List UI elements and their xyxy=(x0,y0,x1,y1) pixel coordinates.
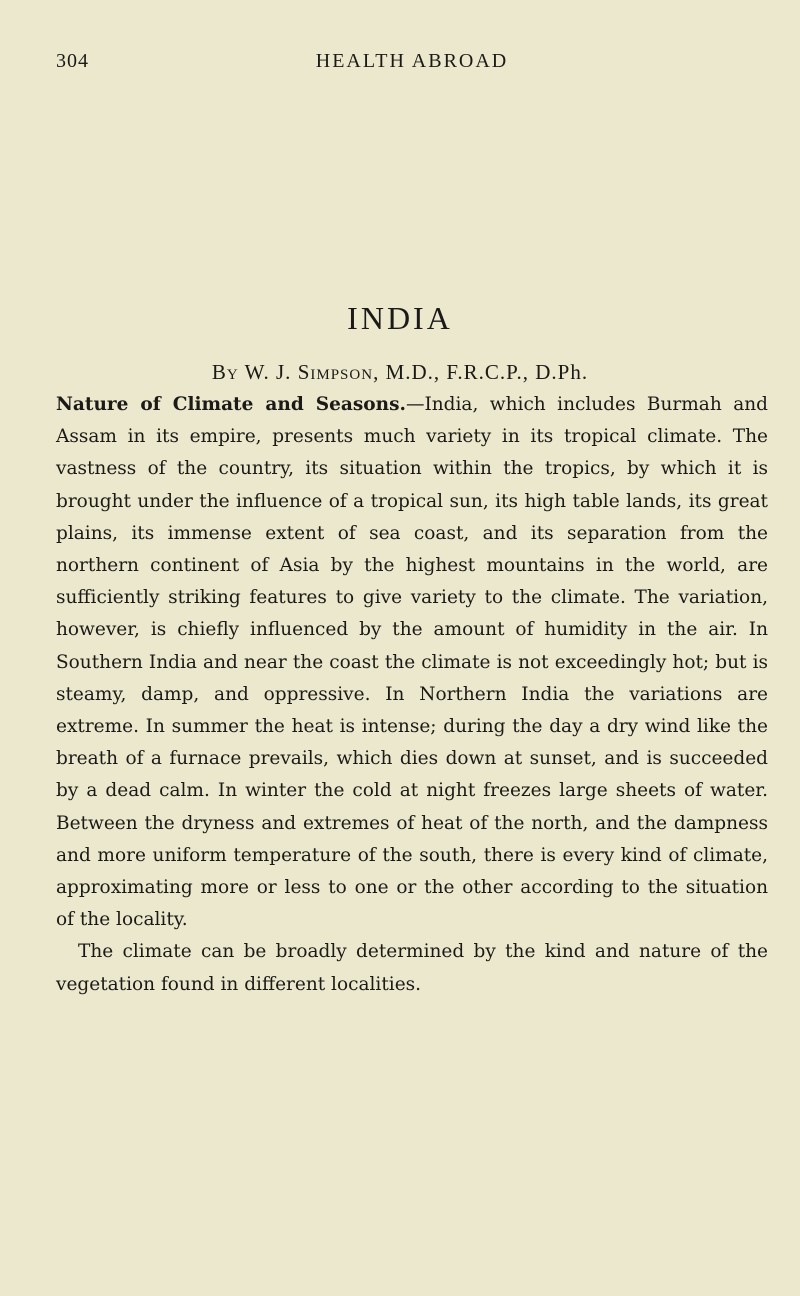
running-head xyxy=(56,50,768,80)
paragraph-text: The climate can be broadly determined by the kind and nature of the vegetation found in different localities. xyxy=(56,941,768,995)
author-initials: W. J. xyxy=(244,360,292,384)
running-title: HEALTH ABROAD xyxy=(315,50,509,72)
author-surname: Simpson xyxy=(297,360,374,384)
author-byline xyxy=(0,360,800,385)
paragraph-text: —India, which includes Burmah and Assam in its empire, presents much variety in its tropical climate. The vastness of the country, its situation within the tropics, by which it is brought under the influence of a tropical sun, its high table lands, its great plains, its immense extent of sea coast, and its separation from the northern continent of Asia by the highest mountains in the world, are sufficiently striking features to give variety to the climate. The variation, however, is chiefly influenced by the amount of humidity in the air. In Southern India and near the coast the climate is not exceedingly hot; but is steamy, damp, and oppressive. In Northern India the variations are extreme. In summer the heat is intense; during the day a dry wind like the breath of a furnace prevails, which dies down at sunset, and is succeeded by a dead calm. In winter the cold at night freezes large sheets of water. Between the dryness and extremes of heat of the north, and the dampness and more uniform temperature of the south, there is every kind of climate, approximating more or less to one or the other according to the situation of the locality. xyxy=(56,394,768,931)
body-text xyxy=(56,389,768,1001)
page-number: 304 xyxy=(56,50,89,72)
chapter-title: INDIA xyxy=(347,300,453,336)
section-heading: Nature of Climate and Seasons. xyxy=(56,394,406,415)
author-credentials: , M.D., F.R.C.P., D.Ph. xyxy=(373,360,589,384)
paragraph xyxy=(56,936,768,1000)
paragraph xyxy=(56,389,768,936)
byline-prefix: By xyxy=(211,360,239,384)
